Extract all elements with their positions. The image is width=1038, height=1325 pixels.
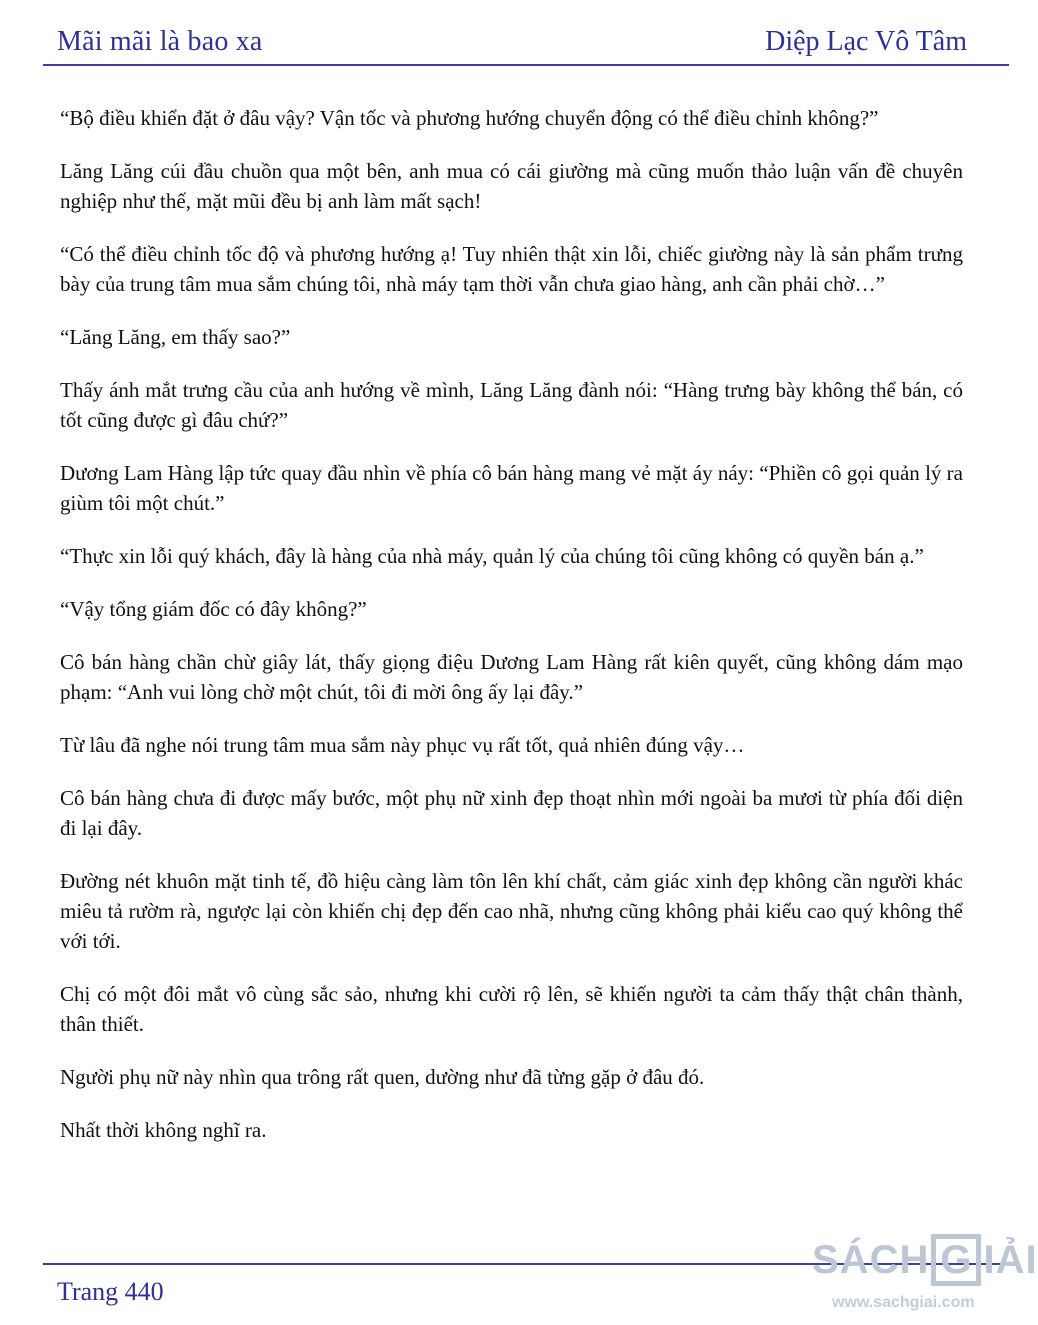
paragraph: Nhất thời không nghĩ ra. bbox=[60, 1118, 267, 1142]
author-name: Diệp Lạc Vô Tâm bbox=[765, 26, 967, 57]
paragraph: “Bộ điều khiển đặt ở đâu vậy? Vận tốc và phương hướng chuyển động có thể điều chỉnh không?” bbox=[60, 106, 879, 130]
watermark-logo bbox=[812, 1230, 1038, 1325]
page-body bbox=[60, 103, 963, 1168]
paragraph: Từ lâu đã nghe nói trung tâm mua sắm này phục vụ rất tốt, quả nhiên đúng vậy… bbox=[60, 733, 745, 757]
paragraph: Lăng Lăng cúi đầu chuồn qua một bên, anh mua có cái giường mà cũng muốn thảo luận vấn đề chuyên nghiệp như thế, mặt mũi đều bị anh làm mất sạch! bbox=[60, 159, 963, 213]
watermark-brand-right: IẢI bbox=[983, 1237, 1038, 1282]
paragraph: “Vậy tổng giám đốc có đây không?” bbox=[60, 597, 367, 621]
paragraph: Chị có một đôi mắt vô cùng sắc sảo, nhưng khi cười rộ lên, sẽ khiến người ta cảm thấy thật chân thành, thân thiết. bbox=[60, 982, 963, 1036]
paragraph: Đường nét khuôn mặt tinh tế, đồ hiệu càng làm tôn lên khí chất, cảm giác xinh đẹp không cần người khác miêu tả rườm rà, ngược lại còn khiến chị đẹp đến cao nhã, nhưng cũng không phải kiểu cao quý không thể với tới. bbox=[60, 869, 963, 953]
paragraph: Thấy ánh mắt trưng cầu của anh hướng về mình, Lăng Lăng đành nói: “Hàng trưng bày không thể bán, có tốt cũng được gì đâu chứ?” bbox=[60, 378, 963, 432]
paragraph: “Lăng Lăng, em thấy sao?” bbox=[60, 325, 291, 349]
paragraph: Cô bán hàng chần chừ giây lát, thấy giọng điệu Dương Lam Hàng rất kiên quyết, cũng không dám mạo phạm: “Anh vui lòng chờ một chút, tôi đi mời ông ấy lại đây.” bbox=[60, 650, 963, 704]
book-title: Mãi mãi là bao xa bbox=[57, 26, 263, 57]
watermark-url: www.sachgiai.com bbox=[832, 1294, 975, 1311]
watermark-brand-left: SÁCH bbox=[812, 1237, 930, 1282]
paragraph: “Thực xin lỗi quý khách, đây là hàng của nhà máy, quản lý của chúng tôi cũng không có quyền bán ạ.” bbox=[60, 544, 924, 568]
header-divider bbox=[43, 64, 1009, 66]
paragraph: “Có thể điều chỉnh tốc độ và phương hướng ạ! Tuy nhiên thật xin lỗi, chiếc giường này là sản phẩm trưng bày của trung tâm mua sắm chúng tôi, nhà máy tạm thời vẫn chưa giao hàng, anh cần phải chờ…” bbox=[60, 242, 963, 296]
page-number: Trang 440 bbox=[57, 1277, 164, 1306]
paragraph: Dương Lam Hàng lập tức quay đầu nhìn về phía cô bán hàng mang vẻ mặt áy náy: “Phiền cô gọi quản lý ra giùm tôi một chút.” bbox=[60, 461, 963, 515]
paragraph: Cô bán hàng chưa đi được mấy bước, một phụ nữ xinh đẹp thoạt nhìn mới ngoài ba mươi từ phía đối diện đi lại đây. bbox=[60, 786, 963, 840]
page-header bbox=[0, 0, 1024, 64]
watermark-brand-box: G bbox=[931, 1234, 981, 1286]
paragraph: Người phụ nữ này nhìn qua trông rất quen, dường như đã từng gặp ở đâu đó. bbox=[60, 1065, 705, 1089]
watermark-brand bbox=[812, 1230, 1038, 1290]
